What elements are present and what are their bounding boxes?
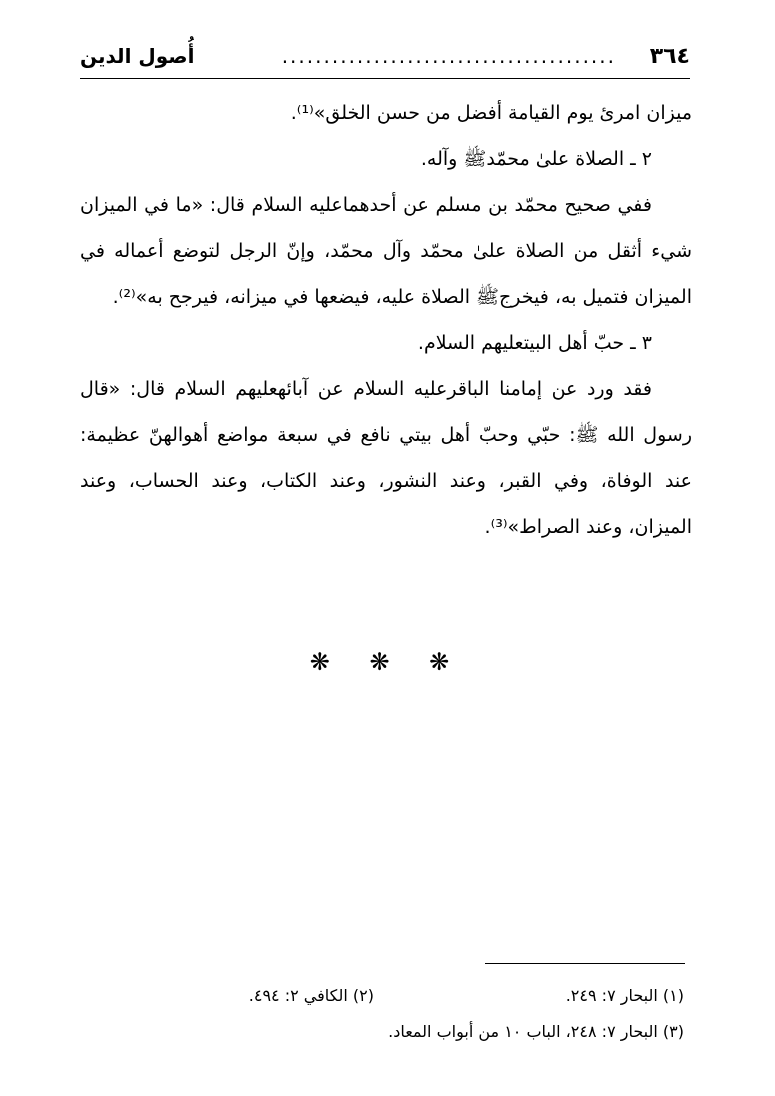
footnote-row [80, 978, 684, 1014]
page-number: ٣٦٤ [649, 44, 690, 69]
paragraph-continuation: ميزان امرئ يوم القيامة أفضل من حسن الخلق»⁽¹⁾. [290, 102, 692, 124]
header-rule [80, 78, 690, 79]
footnote-rule [485, 963, 685, 964]
section-heading-2: ٢ ـ الصلاة علىٰ محمّدﷺ وآله. [420, 148, 652, 170]
header-leader-dots: ........................................ [281, 44, 616, 68]
footnote-2: (٢) الكافي ٢: ٤٩٤. [248, 986, 374, 1005]
footnote-1: (١) البحار ٧: ٢٤٩. [565, 986, 684, 1005]
footnotes [80, 978, 684, 1050]
page-header [80, 36, 690, 76]
section-ornament: ❋ ❋ ❋ [309, 648, 466, 676]
paragraph-hadith-1: ففي صحيح محمّد بن مسلم عن أحدهماعليه السلام قال: «ما في الميزان شيء أثقل من الصلاة علىٰ محمّد وآل محمّد، وإنّ الرجل لتوضع أعماله في الميزان فتميل به، فيخرجﷺ الصلاة عليه، فيضعها في ميزانه، فيرجح به»⁽²⁾. [80, 194, 692, 308]
running-title: أُصول الدين [80, 44, 195, 68]
section-heading-3: ٣ ـ حبّ أهل البيتعليهم السلام. [417, 332, 652, 354]
footnote-row [80, 1014, 684, 1050]
paragraph-hadith-2: فقد ورد عن إمامنا الباقرعليه السلام عن آبائهعليهم السلام قال: «قال رسول الله ﷺ: حبّي وحبّ أهل بيتي نافع في سبعة مواضع أهوالهنّ عظيمة: عند الوفاة، وفي القبر، وعند النشور، وعند الكتاب، وعند الحساب، وعند الميزان، وعند الصراط»⁽³⁾. [80, 378, 692, 538]
body-text [80, 90, 692, 550]
footnote-3: (٣) البحار ٧: ٢٤٨، الباب ١٠ من أبواب المعاد. [388, 1022, 684, 1041]
